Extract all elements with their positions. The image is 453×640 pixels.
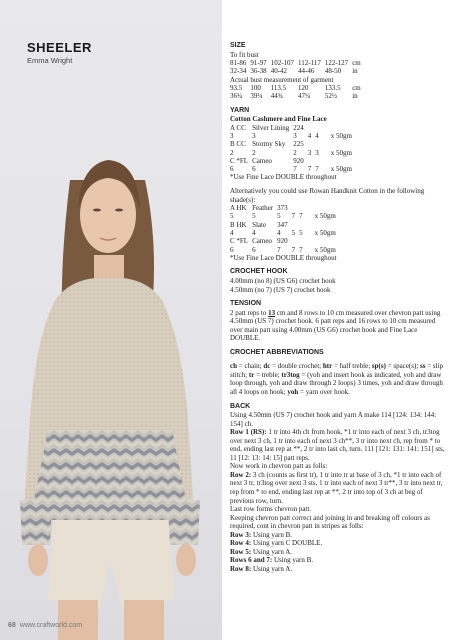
- yarn-cell: x 50gm: [314, 228, 336, 237]
- yarn-cell: 5: [299, 228, 303, 237]
- hook-heading: CROCHET HOOK: [230, 268, 288, 276]
- yarn-row: [230, 246, 340, 254]
- yarn-cell: B HK: [230, 220, 247, 229]
- row-label: Row 2:: [230, 470, 252, 479]
- row-text: Using yarn B.: [251, 530, 293, 539]
- row-text: Using yarn A.: [251, 564, 293, 573]
- yarn-cell: Slate: [252, 220, 267, 229]
- yarn-cell: 373: [277, 204, 288, 213]
- yarn-cell: 5: [252, 212, 256, 221]
- row-label: Rows 6 and 7:: [230, 556, 273, 565]
- size-cell: 113.5: [270, 83, 287, 92]
- size-cm-row: [230, 59, 365, 67]
- row-label: Row 5:: [230, 547, 252, 556]
- yarn-row: [230, 149, 356, 157]
- size-cell: 93.5: [230, 83, 243, 92]
- abbr-def: = space(s);: [385, 362, 421, 371]
- yarn-row: [230, 124, 356, 132]
- model-photo: [0, 0, 222, 640]
- hook-line-1: 4.00mm (no 8) (US G6) crochet hook: [230, 276, 336, 285]
- size-cell: 81-86: [230, 59, 247, 68]
- abbr-def: = double crochet;: [270, 362, 323, 371]
- yarn-cell: 3: [252, 131, 256, 140]
- hook-line-2: 4.50mm (no 7) (US 7) crochet hook: [230, 285, 331, 294]
- yarn-heading: YARN: [230, 106, 250, 114]
- yarn-cell: 4: [307, 131, 312, 140]
- abbrev-heading: CROCHET ABBREVIATIONS: [230, 348, 324, 356]
- yarn-cell: 7: [277, 245, 281, 254]
- back-row-2: [230, 471, 446, 505]
- abbr-term: sp(s): [371, 362, 386, 371]
- size-cell: 52½: [324, 92, 338, 101]
- yarn-cell: 7: [299, 245, 303, 254]
- yarn-cell: [299, 221, 307, 229]
- tension-heading: TENSION: [230, 300, 262, 308]
- size-cell: 44-46: [298, 67, 315, 76]
- yarn-cell: [308, 157, 316, 165]
- yarn-cell: 7: [307, 165, 312, 174]
- size-actual-label: Actual bust measurement of garment: [230, 75, 334, 84]
- yarn-cell: 7: [291, 245, 296, 254]
- back-keep: Keeping chevron patt correct and joining in and breaking off colours as required, cont in chevron patt in stripes as folls:: [230, 513, 430, 531]
- yarn-cell: 7: [299, 212, 303, 221]
- yarn-cell: Stormy Sky: [252, 140, 286, 149]
- yarn-cell: 347: [277, 220, 288, 229]
- yarn-cell: 6: [230, 165, 234, 174]
- pattern-title: SHEELER: [27, 40, 92, 55]
- website-link[interactable]: www.craftworld.com: [19, 622, 83, 629]
- size-cell: 48-50: [324, 67, 342, 76]
- size-cell: cm: [352, 83, 361, 92]
- row-label: Row 1 (RS):: [230, 428, 267, 437]
- model-illustration: [0, 0, 222, 640]
- yarn-alternative: Alternatively you could use Rowan Handknit Cotton in the following shade(s):: [230, 187, 425, 204]
- yarn-cell: [299, 237, 307, 245]
- yarn-cell: [323, 140, 356, 148]
- yarn-row: [230, 237, 340, 245]
- yarn-cell: 2: [293, 148, 297, 157]
- row-text: Using yarn A.: [251, 547, 293, 556]
- abbr-term: htr: [322, 362, 333, 371]
- yarn-cell: 920: [277, 237, 288, 246]
- yarn-row: [230, 165, 356, 173]
- abbr-def: = chain;: [237, 362, 264, 371]
- size-cell: 32-34: [230, 67, 247, 76]
- abbr-term: ss: [420, 362, 426, 371]
- abbr-def: = slip stitch;: [230, 362, 444, 379]
- yarn-cell: [315, 140, 323, 148]
- yarn-cell: 3: [293, 131, 297, 140]
- yarn-cell: [307, 221, 340, 229]
- yarn-cell: 6: [230, 245, 234, 254]
- yarn-cell: [308, 140, 316, 148]
- yarn-cell: [292, 221, 300, 229]
- yarn-cell: C *FL: [230, 237, 249, 246]
- yarn-cell: A CC: [230, 123, 246, 132]
- size-cell: 47¼: [298, 92, 311, 101]
- abbr-def: = treble;: [254, 370, 282, 379]
- row-text: Using yarn C DOUBLE.: [251, 539, 323, 548]
- back-row-4: [230, 539, 446, 548]
- page-number: 68: [8, 622, 16, 629]
- yarn-row: [230, 212, 340, 220]
- yarn-cell: 4: [252, 228, 256, 237]
- size-cell: 133.5: [324, 83, 341, 92]
- yarn-cell: [308, 124, 316, 132]
- tension-text: [230, 309, 446, 343]
- yarn-cell: [315, 157, 323, 165]
- yarn-cell: 3: [315, 148, 319, 157]
- yarn-cell: [292, 237, 300, 245]
- yarn-cell: 225: [293, 140, 304, 149]
- size-to-fit-label: To fit bust: [230, 50, 259, 59]
- size-cell: 40-42: [270, 67, 288, 76]
- yarn-cell: 5: [277, 212, 281, 221]
- tension-number: 13: [268, 308, 276, 317]
- yarn-cell: Cameo: [252, 156, 272, 165]
- back-intro: Using 4.50mm (US 7) crochet hook and yarn A make 114 [124: 134: 144: 154] ch.: [230, 411, 437, 428]
- row-label: Row 4:: [230, 539, 252, 548]
- abbrev-text: [230, 362, 446, 396]
- yarn-cell: [323, 124, 356, 132]
- tension-pre: 2 patt reps to: [230, 308, 269, 317]
- yarn-cell: C *FL: [230, 156, 249, 165]
- yarn-cell: 4: [230, 228, 234, 237]
- size-cell: 120: [298, 83, 309, 92]
- yarn-row: [230, 157, 356, 165]
- back-row-8: [230, 565, 446, 574]
- size-in-row: [230, 67, 365, 75]
- yarn-cell: Silver Lining: [252, 123, 290, 132]
- back-last: Last row forms chevron patt.: [230, 505, 312, 514]
- yarn-cell: [307, 204, 340, 212]
- page-footer: [8, 622, 82, 629]
- size-cell: 36-38: [250, 67, 267, 76]
- yarn-cell: 224: [293, 123, 304, 132]
- size-cell: 39¼: [250, 92, 263, 101]
- abbr-term: yoh: [287, 387, 299, 396]
- tension-post: cm and 8 rows to 10 cm measured over chevron patt using 4.50mm (US 7) crochet hook. 6 patt reps and 16 rows to 10 cm measured over main patt using 4.00mm (US G6) crochet hook and Fine Lace DOUBLE.: [230, 308, 441, 343]
- row-label: Row 3:: [230, 530, 252, 539]
- abbr-def: = yarn over hook.: [298, 387, 350, 396]
- yarn-cell: [307, 237, 340, 245]
- yarn-cell: 4: [277, 228, 281, 237]
- back-heading: BACK: [230, 402, 251, 410]
- yarn-note-2: *Use Fine Lace DOUBLE throughout: [230, 253, 337, 262]
- back-row-1: [230, 428, 446, 462]
- back-now: Now work in chevron patt as folls:: [230, 462, 328, 471]
- yarn-cell: 2: [230, 148, 234, 157]
- size-cell: 36¾: [230, 92, 243, 101]
- abbr-def: = half treble;: [332, 362, 372, 371]
- size-cell: 112-117: [298, 59, 321, 68]
- yarn-cell: x 50gm: [330, 131, 352, 140]
- back-row-3: [230, 531, 446, 540]
- yarn-cell: 7: [315, 165, 319, 174]
- yarn-cell: 5: [291, 228, 296, 237]
- size-cell: in: [352, 92, 358, 101]
- yarn-cell: [315, 124, 323, 132]
- abbr-term: tr: [248, 370, 255, 379]
- yarn-table-alternative: [230, 204, 340, 254]
- back-row-5: [230, 548, 446, 557]
- yarn-cell: x 50gm: [330, 148, 352, 157]
- yarn-note-1: *Use Fine Lace DOUBLE throughout: [230, 173, 337, 182]
- yarn-row: [230, 229, 340, 237]
- yarn-table-primary: [230, 124, 356, 174]
- yarn-cell: Cameo: [252, 237, 272, 246]
- designer-name: Emma Wright: [27, 56, 73, 65]
- yarn-row: [230, 221, 340, 229]
- size-cell: 102-107: [270, 59, 295, 68]
- abbr-def: = (yoh and insert hook as indicated, yoh and draw loop through, yoh and draw through 2 loops) 3 times, yoh and draw through all 4 loops on hook;: [230, 370, 443, 396]
- row-text: Using yarn B.: [272, 556, 314, 565]
- yarn-cell: 7: [293, 165, 297, 174]
- row-text: 1 tr into 4th ch from hook, *1 tr into each of next 3 ch, tr3tog over next 3 ch, 1 tr into each of next 3 ch**, 3 tr into next ch, rep from * to end, ending last rep at **, 2 tr into last ch, turn. 111 [121: 131: 141: 151] sts, 11 [12: 13: 14: 15] patt reps.: [230, 428, 445, 462]
- yarn-cell: 920: [293, 156, 304, 165]
- abbr-term: tr3tog: [281, 370, 300, 379]
- yarn-cell: x 50gm: [330, 165, 352, 174]
- yarn-cell: 6: [252, 245, 256, 254]
- row-text: 3 ch (counts as first tr), 1 tr into tr at base of 3 ch, *1 tr into each of next 3 tr, tr3tog over next 3 sts, 1 tr into each of next 3 tr**, 3 tr into next tr, rep from * to end, ending last rep at **, 2 tr into top of 3 ch at beg of previous row, turn.: [230, 470, 443, 505]
- row-label: Row 8:: [230, 564, 252, 573]
- yarn-cell: 3: [230, 131, 234, 140]
- size-cell: 44¾: [270, 92, 283, 101]
- pattern-instructions: [230, 42, 446, 573]
- yarn-cell: [323, 157, 356, 165]
- yarn-cell: 6: [252, 165, 256, 174]
- actual-cm-row: [230, 84, 365, 92]
- size-cell: 100: [250, 83, 261, 92]
- abbr-term: ch: [230, 362, 237, 371]
- size-table: [230, 59, 365, 100]
- actual-in-row: [230, 92, 365, 100]
- yarn-cell: [292, 204, 300, 212]
- size-cell: cm: [352, 59, 361, 68]
- yarn-name: Cotton Cashmere and Fine Lace: [230, 115, 327, 124]
- size-cell: 91-97: [250, 59, 267, 68]
- yarn-cell: 5: [230, 212, 234, 221]
- yarn-cell: x 50gm: [314, 212, 336, 221]
- yarn-row: [230, 140, 356, 148]
- size-heading: SIZE: [230, 42, 246, 49]
- size-cell: in: [352, 67, 358, 76]
- back-rows-6-7: [230, 556, 446, 565]
- yarn-cell: B CC: [230, 140, 246, 149]
- abbr-term: dc: [263, 362, 271, 371]
- yarn-cell: A HK: [230, 204, 247, 213]
- yarn-cell: [299, 204, 307, 212]
- size-cell: 122-127: [324, 59, 349, 68]
- yarn-row: [230, 132, 356, 140]
- yarn-row: [230, 204, 340, 212]
- yarn-cell: 3: [307, 148, 312, 157]
- yarn-cell: 4: [315, 131, 319, 140]
- yarn-cell: Feather: [252, 204, 274, 213]
- yarn-cell: x 50gm: [314, 245, 336, 254]
- yarn-cell: 2: [252, 148, 256, 157]
- yarn-cell: 7: [291, 212, 296, 221]
